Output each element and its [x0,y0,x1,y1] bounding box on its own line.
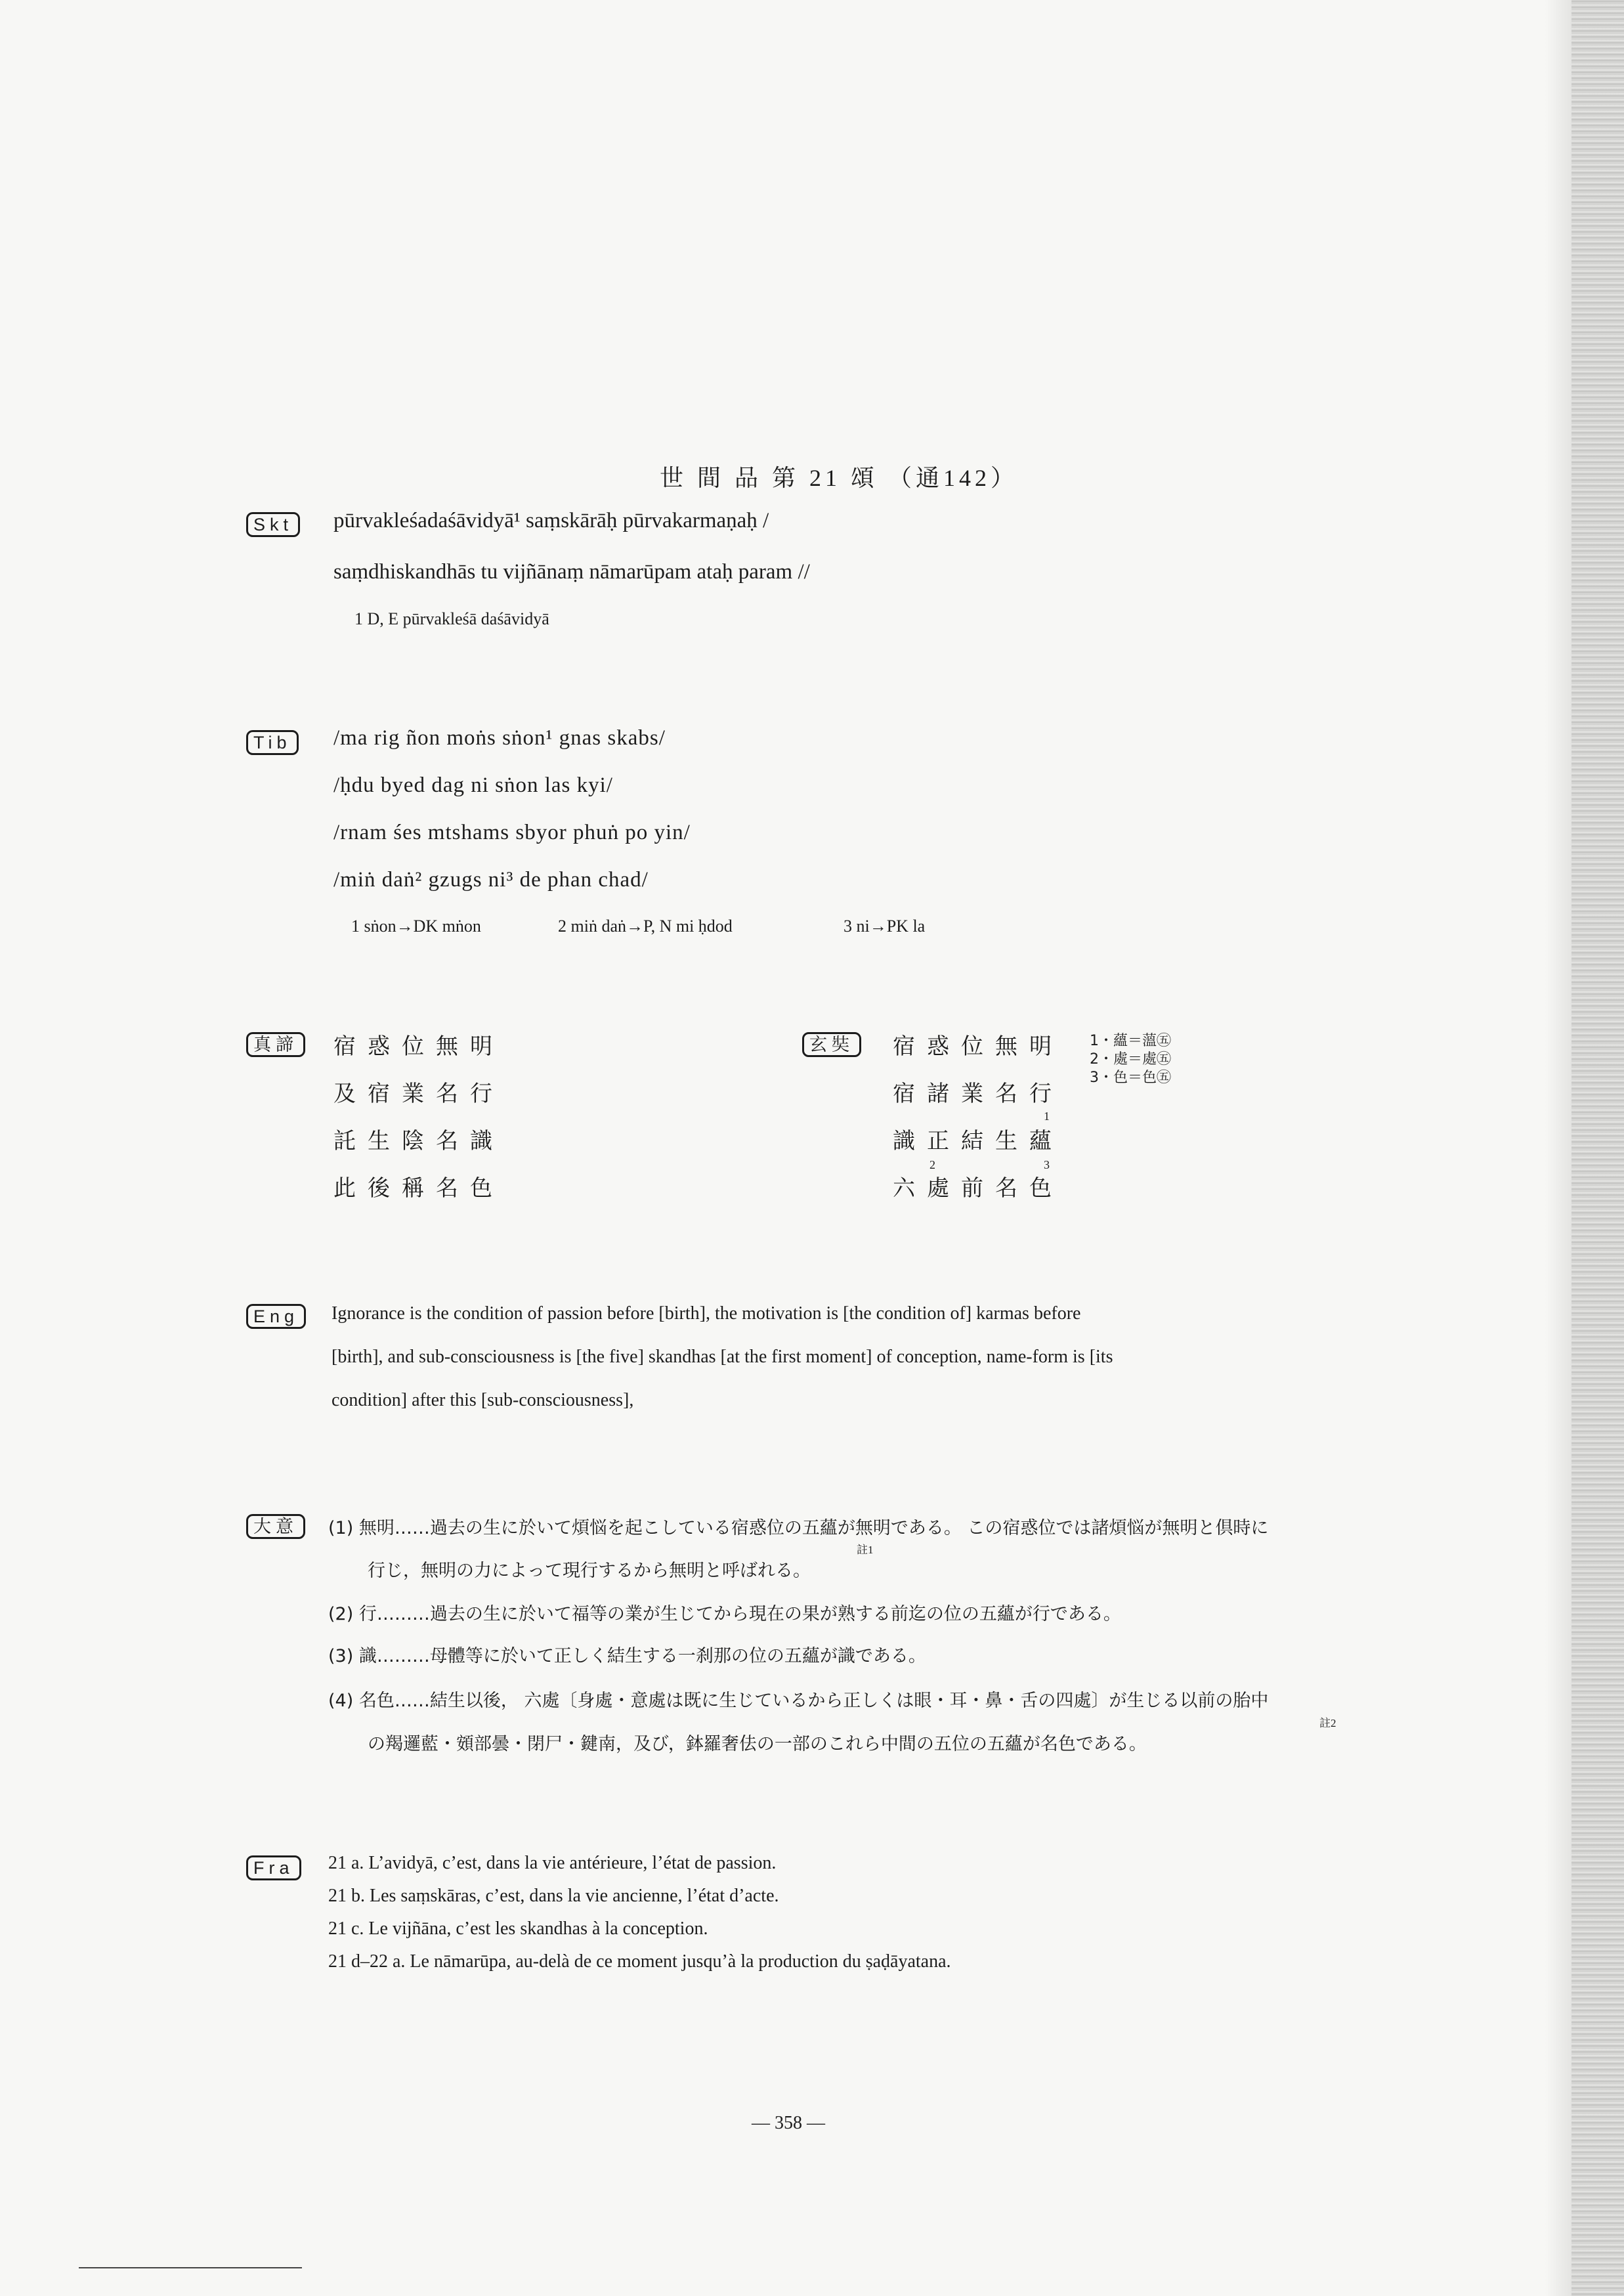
tib-line-4: /miṅ daṅ² gzugs ni³ de phan chad/ [333,868,649,892]
fra-section [246,1855,301,1880]
eng-tag: Eng [246,1304,306,1329]
eng-line-3: condition] after this [sub-consciousness], [331,1390,634,1410]
skt-tag: Skt [246,512,300,537]
eng-section [246,1304,306,1329]
zhendi-section [246,1032,305,1057]
tib-line-2: /ḥdu byed dag ni sṅon las kyi/ [333,773,613,797]
fra-line-2: 21 b. Les saṃskāras, c’est, dans la vie ancienne, l’état d’acte. [328,1886,779,1906]
skt-line-1: pūrvakleśadaśāvidyā¹ saṃskārāḥ pūrvakarmaṇaḥ / [333,509,769,532]
xuanzang-line-4: 六處前名色 [893,1175,1063,1202]
xuanzang-sup-2: 2 [930,1158,935,1171]
zhendi-line-1: 宿惑位無明 [333,1033,504,1060]
fra-line-3: 21 c. Le vijñāna, c’est les skandhas à la conception. [328,1918,708,1939]
daii-tag: 大意 [246,1514,305,1539]
tib-note-1: 1 sṅon→DK mṅon [351,917,481,936]
xuanzang-line-1: 宿惑位無明 [893,1033,1063,1060]
zhendi-line-2: 及宿業名行 [333,1081,504,1107]
zhendi-tag: 真諦 [246,1032,305,1057]
fra-line-1: 21 a. L’avidyā, c’est, dans la vie antérieure, l’état de passion. [328,1853,777,1873]
xuanzang-note-3: 3・色＝色㊄ [1090,1070,1171,1086]
page-edge-shadow [1545,0,1571,2296]
tib-note-2: 2 miṅ daṅ→P, N mi ḥdod [558,917,733,936]
skt-line-2: saṃdhiskandhās tu vijñānaṃ nāmarūpam ataḥ param // [333,560,810,584]
xuanzang-line-3: 識正結生蘊 [893,1128,1063,1154]
tib-line-1: /ma rig ñon moṅs sṅon¹ gnas skabs/ [333,726,666,750]
fra-line-4: 21 d–22 a. Le nāmarūpa, au-delà de ce moment jusqu’à la production du ṣaḍāyatana. [328,1951,951,1972]
page-number: — 358 — [752,2113,825,2133]
daii-footnote-1: 註1 [857,1544,874,1556]
daii-item-4: (4) 名色……結生以後， 六處〔身處・意處は既に生じているから正しくは眼・耳・鼻・舌の四處〕が生じる以前の胎中 [328,1691,1269,1711]
skt-section [246,512,300,537]
daii-item-3: (3) 識………母體等に於いて正しく結生する一刹那の位の五蘊が識である。 [328,1646,926,1666]
zhendi-line-3: 託生陰名識 [333,1128,504,1154]
xuanzang-sup-3: 3 [1044,1158,1050,1171]
scan-edge [1571,0,1624,2296]
xuanzang-section [802,1032,861,1057]
page-title: 世 間 品 第 21 頌 （通142） [660,465,1019,491]
eng-line-1: Ignorance is the condition of passion before [birth], the motivation is [the condition of] karmas before [331,1303,1081,1324]
footer-rule [79,2267,302,2268]
daii-section [246,1514,305,1539]
zhendi-line-4: 此後稱名色 [333,1175,504,1202]
xuanzang-note-1: 1・蘊＝薀㊄ [1090,1033,1171,1049]
skt-note: 1 D, E pūrvakleśā daśāvidyā [354,609,549,628]
daii-item-4-cont: の羯邏藍・頞部曇・閉尸・鍵南，及び，鉢羅奢佉の一部のこれら中間の五位の五蘊が名色である。 [368,1734,1147,1754]
daii-item-2: (2) 行………過去の生に於いて福等の業が生じてから現在の果が熟する前迄の位の五蘊が行である。 [328,1604,1121,1624]
xuanzang-line-2: 宿諸業名行 [893,1081,1063,1107]
xuanzang-tag: 玄奘 [802,1032,861,1057]
tib-tag: Tib [246,730,299,755]
tib-note-3: 3 ni→PK la [844,917,926,936]
eng-line-2: [birth], and sub-consciousness is [the five] skandhas [at the first moment] of conception, name-form is [its [331,1347,1113,1367]
daii-footnote-2: 註2 [1319,1717,1336,1729]
xuanzang-sup-1: 1 [1044,1110,1050,1123]
tib-section [246,730,299,755]
tib-line-3: /rnam śes mtshams sbyor phuṅ po yin/ [333,821,691,844]
daii-item-1: (1) 無明……過去の生に於いて煩悩を起こしている宿惑位の五蘊が無明である。 この宿惑位では諸煩悩が無明と倶時に [328,1518,1269,1538]
fra-tag: Fra [246,1855,301,1880]
xuanzang-note-2: 2・處＝處㊄ [1090,1051,1171,1068]
daii-item-1-cont: 行じ，無明の力によって現行するから無明と呼ばれる。 [368,1561,811,1581]
